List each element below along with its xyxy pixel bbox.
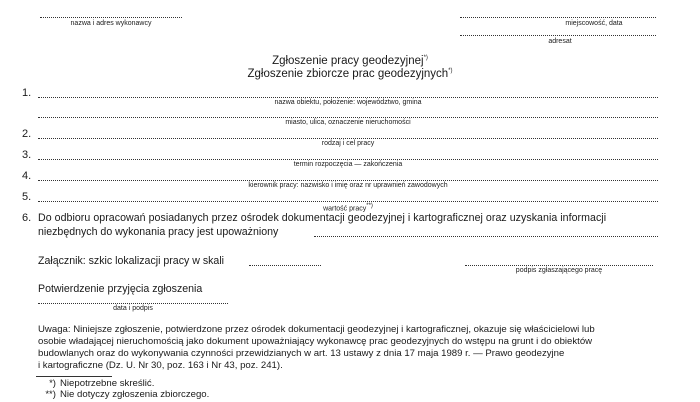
item-6-line2: niezbędnych do wykonania pracy jest upoważniony — [38, 226, 279, 238]
note-line2: osobie władającej nieruchomością jako dokument upoważniający wykonawcę prac geodezyjnych do wstępu na grunt i do obiektów — [38, 336, 593, 347]
item-2-line — [38, 138, 658, 139]
item-6-line1: Do odbioru opracowań posiadanych przez ośrodek dokumentacji geodezyjnej i kartograficznej oraz uzyskania informacji — [38, 212, 607, 224]
item-3-caption: termin rozpoczęcia — zakończenia — [293, 161, 403, 168]
footnote-rule — [36, 376, 112, 377]
addressee-caption: adresat — [548, 38, 572, 45]
item-5-line — [38, 201, 658, 202]
note-line3: budowlanych oraz do wykonywania czynności przewidzianych w art. 13 ustawy z dnia 17 maja 1989 r. — Prawo geodezyjne — [38, 348, 565, 359]
item-1-caption-a: nazwa obiektu, położenie: województwo, gmina — [274, 99, 422, 106]
item-number-3: 3. — [22, 149, 32, 161]
contractor-caption: nazwa i adres wykonawcy — [70, 20, 152, 27]
item-4-line — [38, 180, 658, 181]
item-number-2: 2. — [22, 128, 32, 140]
title-line2 — [0, 68, 700, 80]
item-2-caption: rodzaj i cel pracy — [321, 140, 375, 147]
confirmation-caption: data i podpis — [113, 305, 153, 312]
signature-line — [465, 265, 653, 266]
signature-caption: podpis zgłaszającego pracę — [515, 267, 603, 274]
footnote-text-1: Niepotrzebne skreślić. — [60, 378, 155, 389]
footnote-text-2: Nie dotyczy zgłoszenia zbiorczego. — [60, 389, 210, 400]
item-5-caption-mark: **) — [366, 203, 373, 209]
item-5-caption-text: wartość pracy — [323, 205, 367, 213]
confirmation-label: Potwierdzenie przyjęcia zgłoszenia — [38, 283, 203, 295]
footnote-mark-2: **) — [45, 389, 56, 400]
item-number-5: 5. — [22, 191, 32, 203]
place-date-caption: miejscowość, data — [565, 20, 623, 27]
place-date-line — [460, 17, 656, 18]
contractor-line — [40, 17, 182, 18]
title-mark-2: *) — [448, 68, 453, 75]
item-number-1: 1. — [22, 87, 32, 99]
title-mark-1: *) — [423, 55, 428, 62]
item-4-caption: kierownik pracy: nazwisko i imię oraz nr uprawnień zawodowych — [248, 182, 448, 189]
item-number-4: 4. — [22, 170, 32, 182]
scale-line — [249, 265, 321, 266]
title-text-1: Zgłoszenie pracy geodezyjnej — [272, 55, 424, 67]
item-1-caption-b: miasto, ulica, oznaczenie nieruchomości — [285, 119, 411, 126]
note-line4: i kartograficzne (Dz. U. Nr 30, poz. 163 i Nr 43, poz. 241). — [38, 360, 283, 371]
item-1-line-b — [38, 117, 658, 118]
authorized-person-line — [314, 236, 658, 237]
attachment-label: Załącznik: szkic lokalizacji pracy w skali — [38, 255, 225, 267]
addressee-line — [460, 35, 656, 36]
title-text-2: Zgłoszenie zbiorcze prac geodezyjnych — [247, 68, 449, 80]
item-3-line — [38, 159, 658, 160]
footnote-mark-1: *) — [49, 378, 56, 389]
confirmation-line — [38, 303, 228, 304]
title-line1 — [0, 55, 700, 67]
note-line1: Uwaga: Niniejsze zgłoszenie, potwierdzone przez ośrodek dokumentacji geodezyjnej i kartograficznej, okazuje się właścicielowi lub — [38, 324, 595, 335]
item-1-line-a — [38, 97, 658, 98]
item-5-caption — [38, 203, 658, 212]
item-number-6: 6. — [22, 212, 32, 224]
